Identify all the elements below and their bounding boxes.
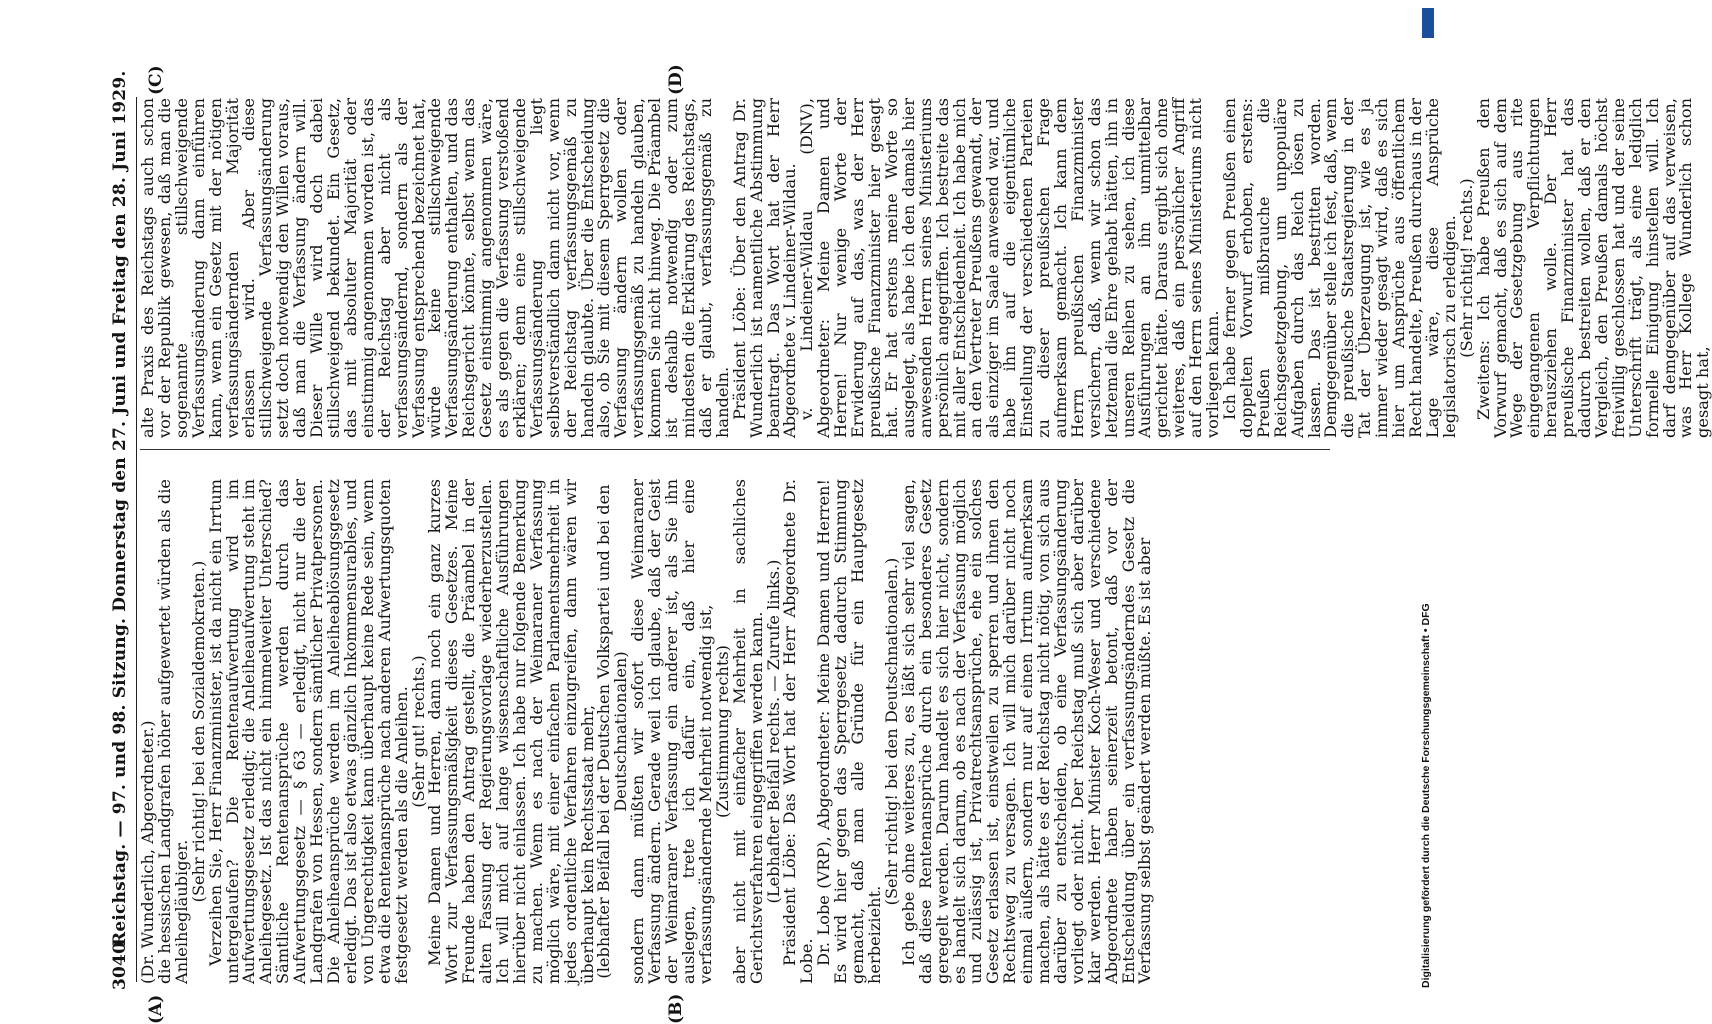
paragraph: aber nicht mit einfacher Mehrheit in sachliches Gerichtsverfahren eingegriffen werden kann. <box>729 479 766 984</box>
paragraph: Präsident Löbe: Über den Antrag Dr. Wunderlich ist namentliche Abstimmung beantragt. Das Wort hat der Herr Abgeordnete v. Lindeiner-Wildau. <box>729 98 800 438</box>
interjection: (Sehr richtig! rechts.) <box>1456 178 1476 358</box>
page-header <box>110 70 136 990</box>
margin-marker-c: (C) <box>146 65 166 95</box>
paragraph: v. Lindeiner-Wildau (DNV), Abgeordneter: Meine Damen und Herren! Nur wenige Worte der Erwiderung auf das, was der Herr preußische Finanzminister hier gesagt hat. Er hat erstens meine Worte so ausgelegt, als habe ich den damals hier anwesenden Herrn seines Ministeriums persönlich angegriffen. Ich bestreite das mit aller Entschiedenheit. Ich habe mich an den Vertreter Preußens gewandt, der als einziger im Saale anwesend war, und habe ihn auf die eigentümliche Einstellung der verschiedenen Parteien zu dieser preußischen Frage aufmerksam gemacht. Ich kann dem Herrn preußischen Finanzminister versichern, daß, wenn wir schon das letztemal die Ehre gehabt hätten, ihn in unseren Reihen zu sehen, ich diese Ausführungen an ihn unmittelbar gerichtet hätte. Daraus ergibt sich ohne weiteres, daß ein persönlicher Angriff auf den Herrn seines Ministeriums nicht vorliegen kann. <box>797 98 1223 438</box>
digitization-sidebar <box>1420 8 1450 988</box>
interjection: (lebhafter Beifall bei der Deutschen Volkspartei und bei den Deutschnationalen) <box>594 484 631 979</box>
margin-marker-b: (B) <box>666 993 686 1024</box>
interjection: (Sehr gut! rechts.) <box>408 655 428 808</box>
margin-marker-a: (A) <box>146 994 166 1024</box>
paragraph: Meine Damen und Herren, dann noch ein ganz kurzes Wort zur Verfassungsmäßigkeit dieses Gesetzes. Meine Freunde haben den Antrag gestellt, die Präambel in der alten Fassung der Regierungsvorlage wiederherzustellen. Ich will mich auf lange wissenschaftliche Ausführungen hierüber nicht einlassen. Ich habe nur folgende Bemerkung zu machen. Wenn es nach der Weimaraner Verfassung möglich wäre, mit einer einfachen Parlamentsmehrheit in jedes ordentliche Verfahren einzugreifen, dann wären wir überhaupt kein Rechtsstaat mehr, <box>425 479 597 984</box>
paragraph: Präsident Löbe: Das Wort hat der Herr Abgeordnete Dr. Lobe. <box>780 479 817 984</box>
funding-note: Digitalisierung gefördert durch die Deutsche Forschungsgemeinschaft • DFG <box>1420 603 1432 988</box>
paragraph: Zweitens: Ich habe Preußen den Vorwurf gemacht, daß es sich auf dem Wege der Gesetzgebung aus rite eingegangenen Verpflichtungen herausziehen wolle. Der Herr preußische Finanzminister hat das dadurch bestreiten wollen, daß er den Vergleich, den Preußen damals höchst freiwillig geschlossen hat und der seine Unterschrift trägt, als eine lediglich formelle Einigung hinstellen will. Ich darf demgegenüber auf das verweisen, was Herr Kollege Wunderlich schon gesagt hat, <box>1473 98 1712 438</box>
interjection: (Zustimmung rechts) <box>712 645 732 818</box>
interjection: (Lebhafter Beifall rechts. — Zurufe links.) <box>763 559 783 904</box>
left-column <box>140 479 1230 984</box>
paragraph: Dr. Lobe (VRP), Abgeordneter: Meine Damen und Herren! Es wird hier gegen das Sperrgesetz dadurch Stimmung gemacht, daß man alle Gründe für ein Hauptgesetz herbeizieht. <box>814 479 884 984</box>
paragraph: Ich habe ferner gegen Preußen einen doppelten Vorwurf erhoben, erstens: Preußen mißbrauche die Reichsgesetzgebung, um unpopuläre Aufgaben durch das Reich lösen zu lassen. Das ist bestritten worden. Demgegenüber stelle ich fest, daß, wenn die preußische Staatsregierung in der Tat der Überzeugung ist, wie es ja immer wieder gesagt wird, daß es sich hier um Ansprüche aus öffentlichem Recht handelte, Preußen durchaus in der Lage wäre, diese Ansprüche legislatorisch zu erledigen. <box>1220 98 1459 438</box>
paragraph: die hessischen Landgrafen höher aufgewertet würden als die Anleihegläubiger. <box>154 479 191 984</box>
paragraph: sondern dann müßten wir sofort diese Weimaraner Verfassung ändern. Gerade weil ich glaube, daß der Geist der Weimaraner Verfassung ein anderer ist, als Sie ihn auslegen, trete ich dafür ein, daß hier eine verfassungsändernde Mehrheit notwendig ist, <box>628 479 715 984</box>
interjection: (Sehr richtig! bei den Deutschnationalen.) <box>881 557 901 906</box>
header-rule <box>136 97 137 982</box>
paragraph: Ich gebe ohne weiteres zu, es läßt sich sehr viel sagen, daß diese Rentenansprüche durch ein besonderes Gesetz geregelt werden. Darum handelt es sich hier nicht, sondern es handelt sich darum, ob es nach der Verfassung möglich und zulässig ist, Privatrechtsansprüche, ehe ein solches Gesetz erlassen ist, einstweilen zu sperren und ihnen den Rechtsweg zu versagen. Ich will mich darüber nicht noch einmal äußern, sondern nur auf einen Irrtum aufmerksam machen, als hätte es der Reichstag nicht nötig, von sich aus darüber zu entscheiden, ob eine Verfassungsänderung vorliegt oder nicht. Der Reichstag muß sich aber darüber klar werden. Herr Minister Koch-Weser und verschiedene Abgeordnete haben seinerzeit betont, daß vor der Entscheidung über ein verfassungsänderndes Gesetz die Verfassung selbst geändert werden müßte. Es ist aber <box>898 479 1155 984</box>
column-divider <box>140 449 1330 450</box>
page-number: 3040 <box>110 941 130 990</box>
paragraph: (Dr. Wunderlich, Abgeordneter.) <box>138 720 157 984</box>
right-column <box>138 98 1712 438</box>
paragraph: alte Praxis des Reichstags auch schon vor der Republik gewesen, daß man die sogenannte stillschweigende Verfassungsänderung dann einführen kann, wenn ein Gesetz mit der nötigen verfassungsändernden Majorität erlassen wird. Aber diese stillschweigende Verfassungsänderung setzt doch notwendig den Willen voraus, daß man die Verfassung ändern will. Dieser Wille wird doch dabei stillschweigend bekundet. Ein Gesetz, das mit absoluter Majorität oder einstimmig angenommen worden ist, das der Reichstag aber nicht als verfassungsändernd, sondern als der Verfassung entsprechend bezeichnet hat, würde keine stillschweigende Verfassungsänderung enthalten, und das Reichsgericht könnte, selbst wenn das Gesetz einstimmig angenommen wäre, es als gegen die Verfassung verstoßend erklären; denn eine stillschweigende Verfassungsänderung liegt selbstverständlich dann nicht vor, wenn der Reichstag verfassungsgemäß zu handeln glaubte. Über die Entscheidung also, ob Sie mit diesem Sperrgesetz die Verfassung ändern wollen oder verfassungsgemäß zu handeln glauben, kommen Sie nicht hinweg. Die Präambel ist deshalb notwendig oder zum mindesten die Erklärung des Reichstags, daß er glaubt, verfassungsgemäß zu handeln. <box>138 98 732 438</box>
interjection: (Sehr richtig! bei den Sozialdemokraten.) <box>188 560 208 903</box>
dfg-logo-icon <box>1422 8 1434 38</box>
margin-marker-d: (D) <box>666 64 686 95</box>
paragraph: Verzeihen Sie, Herr Finanzminister, ist da nicht ein Irrtum untergelaufen? Die Rentenaufwertung wird im Aufwertungsgesetz erledigt; die Anleiheaufwertung steht im Anleihegesetz. Ist das nicht ein himmelweiter Unterschied? Sämtliche Rentenansprüche werden durch das Aufwertungsgesetz — § 63 — erledigt, nicht nur die der Landgrafen von Hessen, sondern sämtlicher Privatpersonen. Die Anleiheansprüche werden im Anleiheablösungsgesetz erledigt. Das ist also etwas gänzlich Inkommensurables, und von Ungerechtigkeit kann überhaupt keine Rede sein, wenn etwa die Rentenansprüche nach anderen Aufwertungsquoten festgesetzt werden als die Anleihen. <box>205 479 411 984</box>
running-title: Reichstag. — 97. und 98. Sitzung. Donnerstag den 27. Juni und Freitag den 28. Juni 1929. <box>110 70 130 946</box>
